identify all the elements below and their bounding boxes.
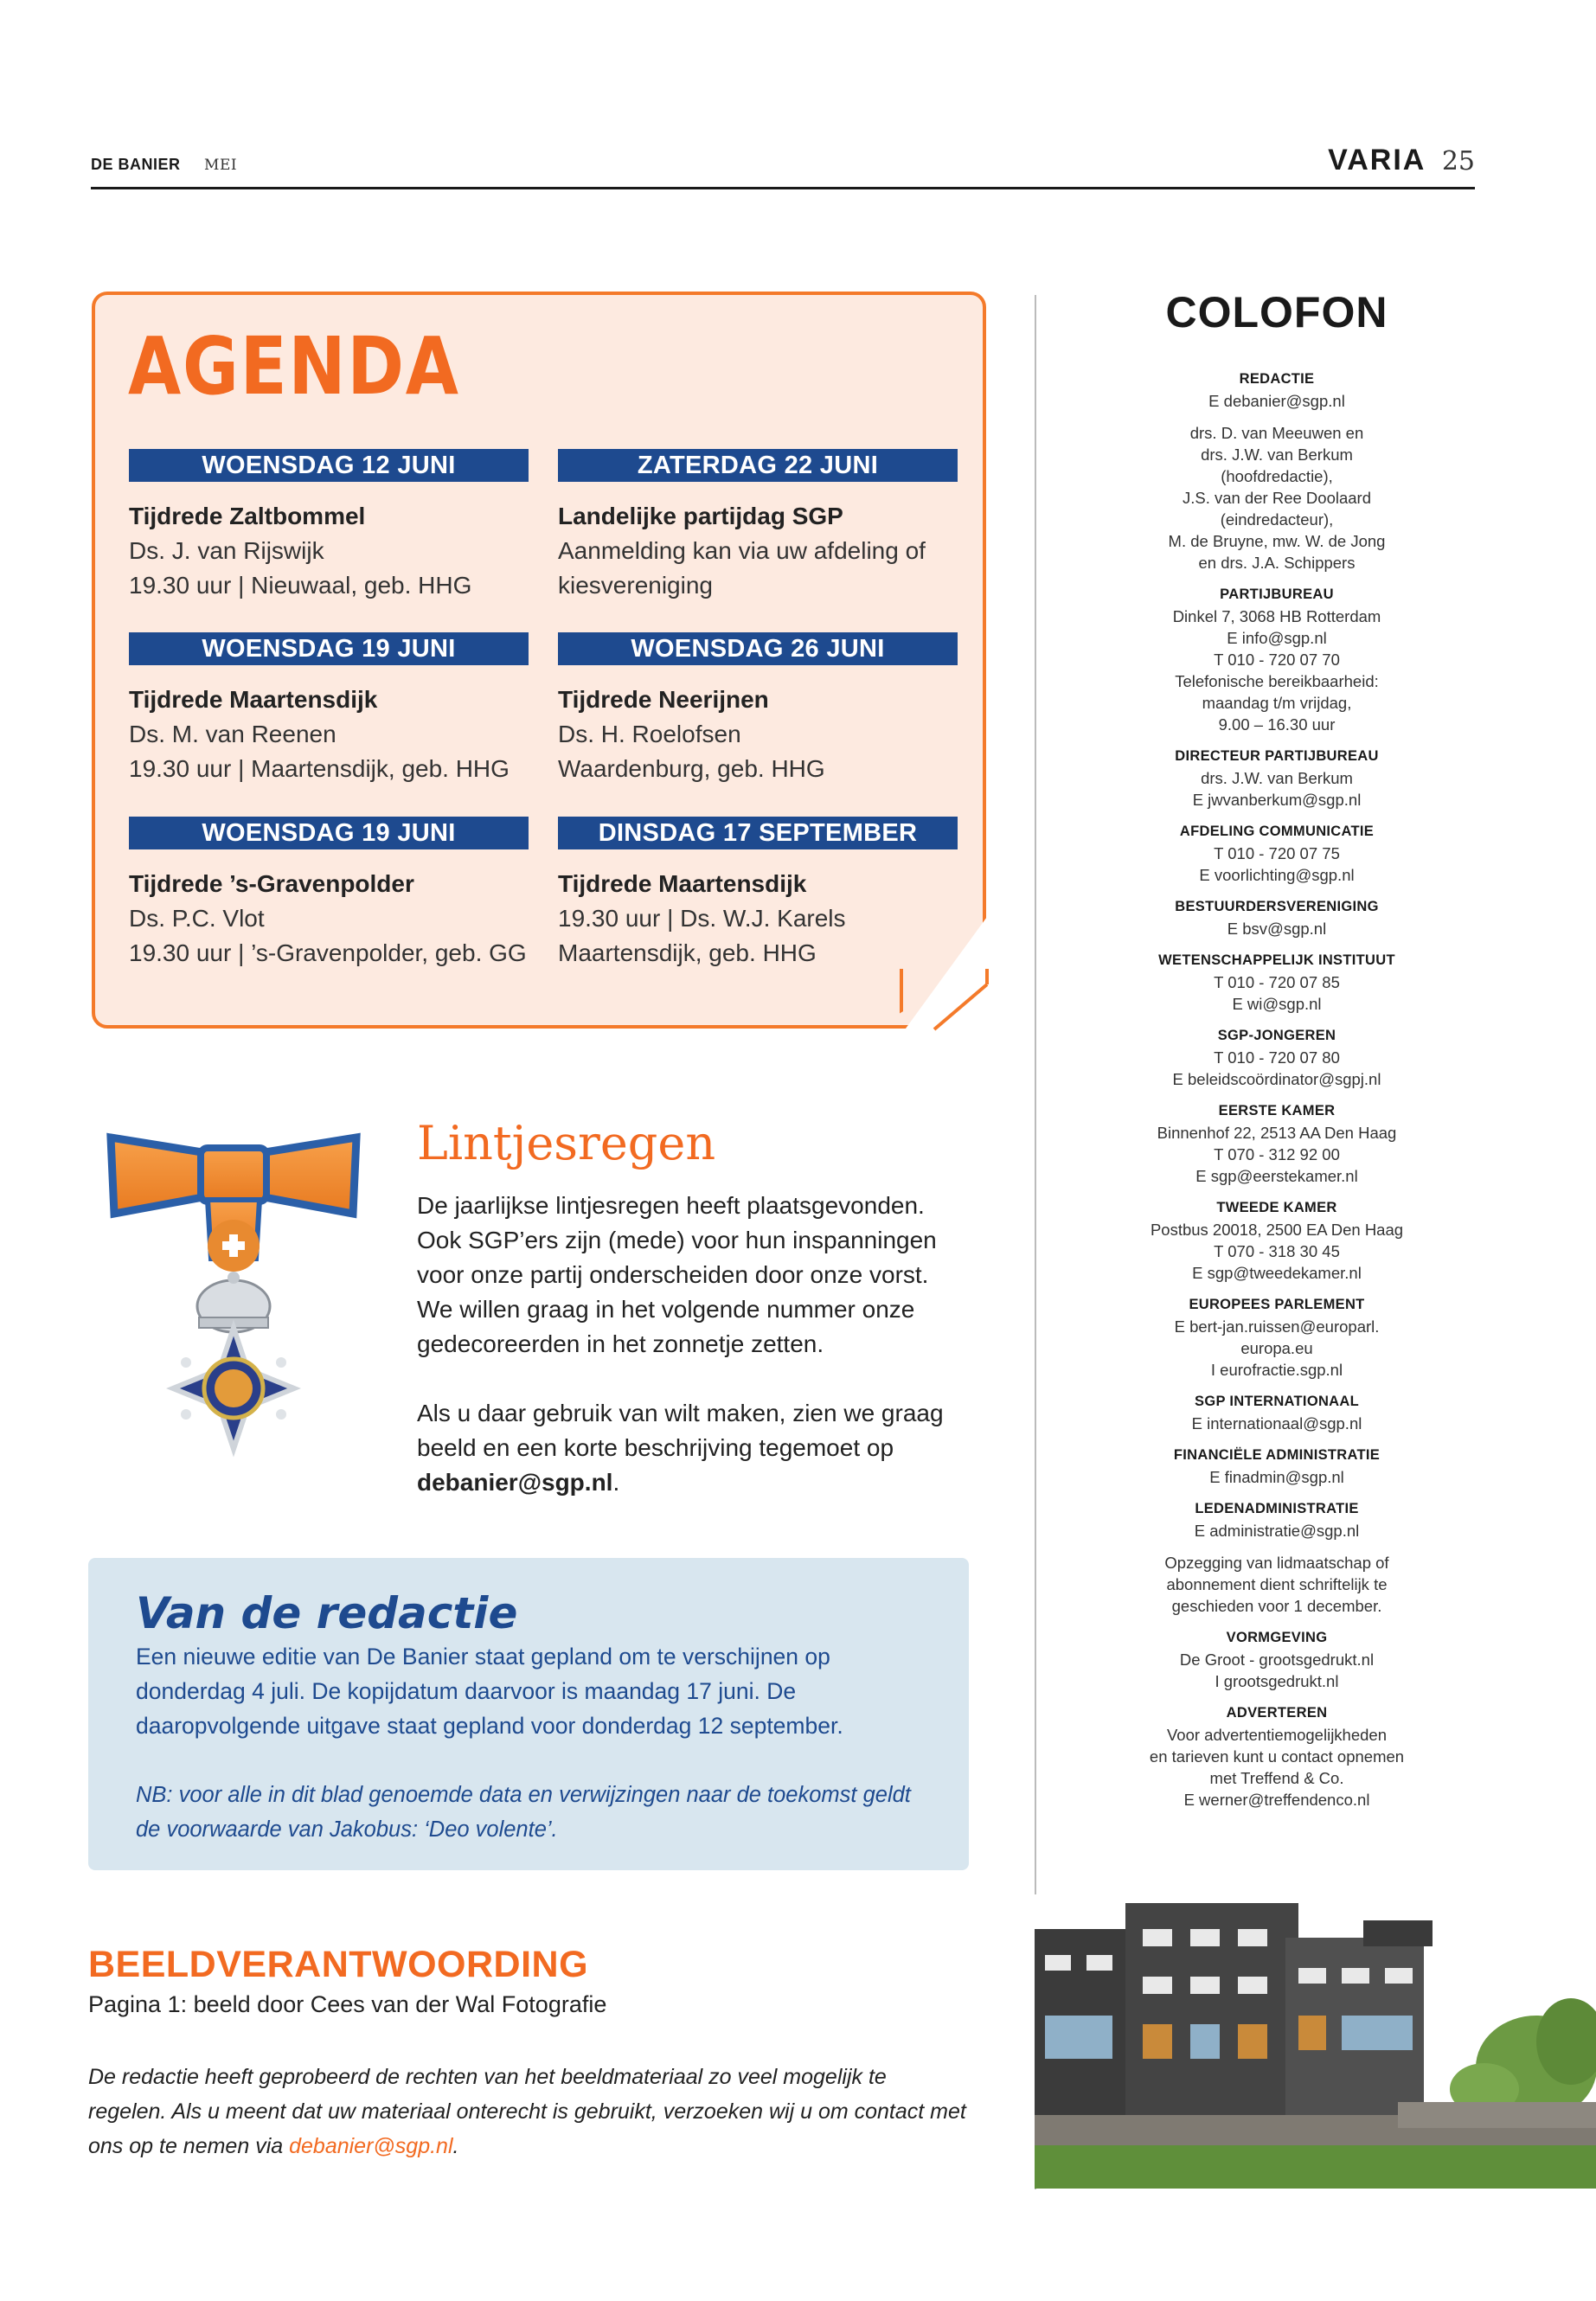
redactie-text: Een nieuwe editie van De Banier staat gepland om te verschijnen op donderdag 4 juli. De kopijdatum daarvoor is maandag 17 juni. De daaropvolgende uitgave staat gepland voor donderdag 12 september. [136, 1644, 843, 1739]
colofon-line: E bert-jan.ruissen@europarl. [1174, 1317, 1380, 1336]
colofon-line: De Groot - grootsgedrukt.nl [1179, 1650, 1375, 1669]
colofon-line: E voorlichting@sgp.nl [1199, 866, 1355, 884]
colofon-section [1133, 369, 1420, 412]
section-title: VARIA [1328, 144, 1426, 176]
redactie-note: NB: voor alle in dit blad genoemde data en verwijzingen naar de toekomst geldt de voorwaarde van Jakobus: ‘Deo volente’. [136, 1783, 911, 1842]
colofon-line: (eindredacteur), [1220, 510, 1334, 529]
colofon-line: E wi@sgp.nl [1232, 995, 1322, 1013]
redactie-title: Van de redactie [136, 1588, 518, 1638]
colofon-line: drs. D. van Meeuwen en [1189, 424, 1364, 442]
colofon-section [1133, 1100, 1420, 1187]
colofon-line: E sgp@eerstekamer.nl [1195, 1167, 1358, 1185]
colofon-line: I eurofractie.sgp.nl [1210, 1361, 1343, 1379]
colofon-line: (hoofdredactie), [1221, 467, 1333, 485]
event-date: DINSDAG 17 SEPTEMBER [558, 817, 958, 849]
colofon-section [1133, 1498, 1420, 1541]
event-line: Maartensdijk, geb. HHG [558, 939, 817, 966]
colofon-line: europa.eu [1240, 1339, 1313, 1357]
colofon-heading: SGP INTERNATIONAAL [1195, 1394, 1359, 1409]
agenda-event [558, 817, 958, 971]
lintjesregen-title: Lintjesregen [417, 1116, 716, 1170]
colofon-heading: LEDENADMINISTRATIE [1195, 1501, 1359, 1516]
colofon-line: E administratie@sgp.nl [1194, 1522, 1360, 1540]
beeldverantwoording-title: BEELDVERANTWOORDING [88, 1944, 589, 1985]
running-header [91, 156, 237, 174]
colofon-line: E beleidscoördinator@sgpj.nl [1172, 1070, 1381, 1088]
lintjesregen-paragraph: De jaarlijkse lintjesregen heeft plaatsgevonden. Ook SGP’ers zijn (mede) voor hun inspanningen voor onze partij onderscheiden door onze vorst. We willen graag in het volgende nummer onze gedecoreerden in het zonnetje zetten. [417, 1192, 937, 1357]
event-title: Tijdrede ’s-Gravenpolder [129, 870, 414, 897]
agenda-event [129, 449, 529, 603]
colofon-line: J.S. van der Ree Doolaard [1182, 489, 1371, 507]
colofon-section [1133, 1445, 1420, 1488]
section-header [1328, 144, 1475, 177]
event-date: WOENSDAG 26 JUNI [558, 632, 958, 665]
colofon-line: T 010 - 720 07 80 [1214, 1048, 1340, 1067]
colofon-heading: EERSTE KAMER [1218, 1103, 1336, 1118]
colofon-heading: AFDELING COMMUNICATIE [1179, 824, 1375, 839]
event-title: Tijdrede Zaltbommel [129, 503, 366, 529]
colofon-line: Binnenhof 22, 2513 AA Den Haag [1157, 1124, 1397, 1142]
colofon-section [1133, 950, 1420, 1015]
colofon-line: E bsv@sgp.nl [1227, 920, 1327, 938]
colofon-line: Voor advertentiemogelijkheden [1166, 1726, 1388, 1744]
building-photo [1035, 1894, 1596, 2189]
colofon-title: COLOFON [1165, 288, 1388, 336]
colofon-line: E sgp@tweedekamer.nl [1192, 1264, 1362, 1282]
colofon-line: E jwvanberkum@sgp.nl [1192, 791, 1362, 809]
colofon-line: met Treffend & Co. [1209, 1769, 1344, 1787]
lintjesregen-body [417, 1189, 953, 1535]
event-line: 19.30 uur | Nieuwaal, geb. HHG [129, 572, 472, 599]
colofon-heading: TWEEDE KAMER [1216, 1200, 1337, 1215]
colofon-line: T 010 - 720 07 70 [1214, 651, 1340, 669]
event-date: WOENSDAG 19 JUNI [129, 817, 529, 849]
event-title: Landelijke partijdag SGP [558, 503, 843, 529]
colofon-heading: ADVERTEREN [1226, 1705, 1328, 1721]
agenda-corner-decoration [900, 969, 990, 1031]
issue-month: MEI [204, 157, 238, 174]
colofon-line: maandag t/m vrijdag, [1202, 694, 1352, 712]
colofon-heading: REDACTIE [1239, 371, 1315, 387]
colofon-heading: SGP-JONGEREN [1217, 1028, 1336, 1043]
page-number: 25 [1441, 146, 1475, 176]
sentence-end: . [612, 1469, 620, 1496]
event-line: 19.30 uur | Maartensdijk, geb. HHG [129, 755, 510, 782]
colofon-heading: WETENSCHAPPELIJK INSTITUUT [1158, 952, 1395, 968]
colofon-section [1133, 1294, 1420, 1381]
colofon-line: geschieden voor 1 december. [1171, 1597, 1382, 1615]
event-title: Tijdrede Neerijnen [558, 686, 769, 713]
colofon-line: I grootsgedrukt.nl [1215, 1672, 1339, 1690]
publication-name: DE BANIER [91, 156, 181, 173]
event-line: Ds. P.C. Vlot [129, 905, 265, 932]
colofon-line: Dinkel 7, 3068 HB Rotterdam [1172, 607, 1381, 625]
event-line: Ds. H. Roelofsen [558, 721, 741, 747]
agenda-title: AGENDA [128, 320, 460, 413]
event-line: Aanmelding kan via uw afdeling of [558, 537, 926, 564]
colofon-section [1133, 1197, 1420, 1284]
lintjesregen-paragraph [417, 1396, 953, 1500]
colofon-line: T 010 - 720 07 75 [1214, 844, 1340, 862]
colofon-line: E internationaal@sgp.nl [1191, 1414, 1362, 1433]
beeldverantwoording-credit: Pagina 1: beeld door Cees van der Wal Fotografie [88, 1991, 607, 2017]
colofon-line: M. de Bruyne, mw. W. de Jong [1168, 532, 1386, 550]
colofon-line: T 010 - 720 07 85 [1214, 973, 1340, 991]
colofon-line: drs. J.W. van Berkum [1201, 769, 1353, 787]
colofon-section [1133, 584, 1420, 735]
colofon-list [1133, 369, 1420, 1821]
contact-email-link[interactable]: debanier@sgp.nl [417, 1469, 613, 1496]
colofon-heading: EUROPEES PARLEMENT [1189, 1297, 1365, 1312]
colofon-section [1133, 1552, 1420, 1617]
colofon-heading: DIRECTEUR PARTIJBUREAU [1175, 748, 1379, 764]
colofon-line: drs. J.W. van Berkum [1201, 445, 1353, 464]
colofon-line: abonnement dient schriftelijk te [1166, 1575, 1388, 1593]
colofon-section [1133, 821, 1420, 886]
event-line: Waardenburg, geb. HHG [558, 755, 825, 782]
colofon-section [1133, 1627, 1420, 1692]
colofon-line: E werner@treffendenco.nl [1183, 1791, 1370, 1809]
colofon-heading: FINANCIËLE ADMINISTRATIE [1173, 1447, 1381, 1463]
colofon-section [1133, 896, 1420, 939]
event-date: WOENSDAG 12 JUNI [129, 449, 529, 482]
sentence-end: . [452, 2134, 459, 2158]
agenda-event [558, 632, 958, 786]
agenda-event [558, 449, 958, 603]
colofon-line: E debanier@sgp.nl [1208, 392, 1345, 410]
colofon-section [1133, 1702, 1420, 1811]
event-date: WOENSDAG 19 JUNI [129, 632, 529, 665]
colofon-line: Postbus 20018, 2500 EA Den Haag [1150, 1221, 1404, 1239]
colofon-line: E info@sgp.nl [1227, 629, 1327, 647]
agenda-event [129, 632, 529, 786]
agenda-event [129, 817, 529, 971]
colofon-section [1133, 746, 1420, 811]
event-date: ZATERDAG 22 JUNI [558, 449, 958, 482]
colofon-heading: BESTUURDERSVERENIGING [1175, 899, 1379, 914]
colofon-line: T 070 - 312 92 00 [1214, 1145, 1340, 1163]
event-title: Tijdrede Maartensdijk [129, 686, 378, 713]
colofon-line: E finadmin@sgp.nl [1209, 1468, 1344, 1486]
colofon-line: 9.00 – 16.30 uur [1218, 715, 1336, 734]
event-line: 19.30 uur | ’s-Gravenpolder, geb. GG [129, 939, 527, 966]
colofon-line: Telefonische bereikbaarheid: [1175, 672, 1379, 690]
beeldverantwoording-note-text: De redactie heeft geprobeerd de rechten van het beeldmateriaal zo veel mogelijk te regelen. Als u meent dat uw materiaal onterecht is gebruikt, verzoeken wij u om contact met ons op te nemen via [88, 2065, 966, 2158]
event-line: kiesvereniging [558, 572, 713, 599]
colofon-section [1133, 422, 1420, 574]
colofon-line: Opzegging van lidmaatschap of [1164, 1554, 1389, 1572]
medal-image [104, 1129, 363, 1475]
event-line: 19.30 uur | Ds. W.J. Karels [558, 905, 846, 932]
beeldverantwoording-note [88, 2060, 971, 2163]
colofon-line: T 070 - 318 30 45 [1214, 1242, 1340, 1260]
event-title: Tijdrede Maartensdijk [558, 870, 807, 897]
header-rule [91, 187, 1475, 189]
event-line: Ds. M. van Reenen [129, 721, 337, 747]
colofon-line: en tarieven kunt u contact opnemen [1149, 1747, 1405, 1766]
contact-email-link[interactable]: debanier@sgp.nl [289, 2134, 453, 2158]
colofon-heading: PARTIJBUREAU [1220, 586, 1334, 602]
colofon-section [1133, 1391, 1420, 1434]
colofon-line: en drs. J.A. Schippers [1198, 554, 1356, 572]
colofon-heading: VORMGEVING [1226, 1630, 1328, 1645]
lintjesregen-paragraph-text: Als u daar gebruik van wilt maken, zien we graag beeld en een korte beschrijving tegemoet op [417, 1400, 944, 1461]
event-line: Ds. J. van Rijswijk [129, 537, 324, 564]
colofon-section [1133, 1025, 1420, 1090]
